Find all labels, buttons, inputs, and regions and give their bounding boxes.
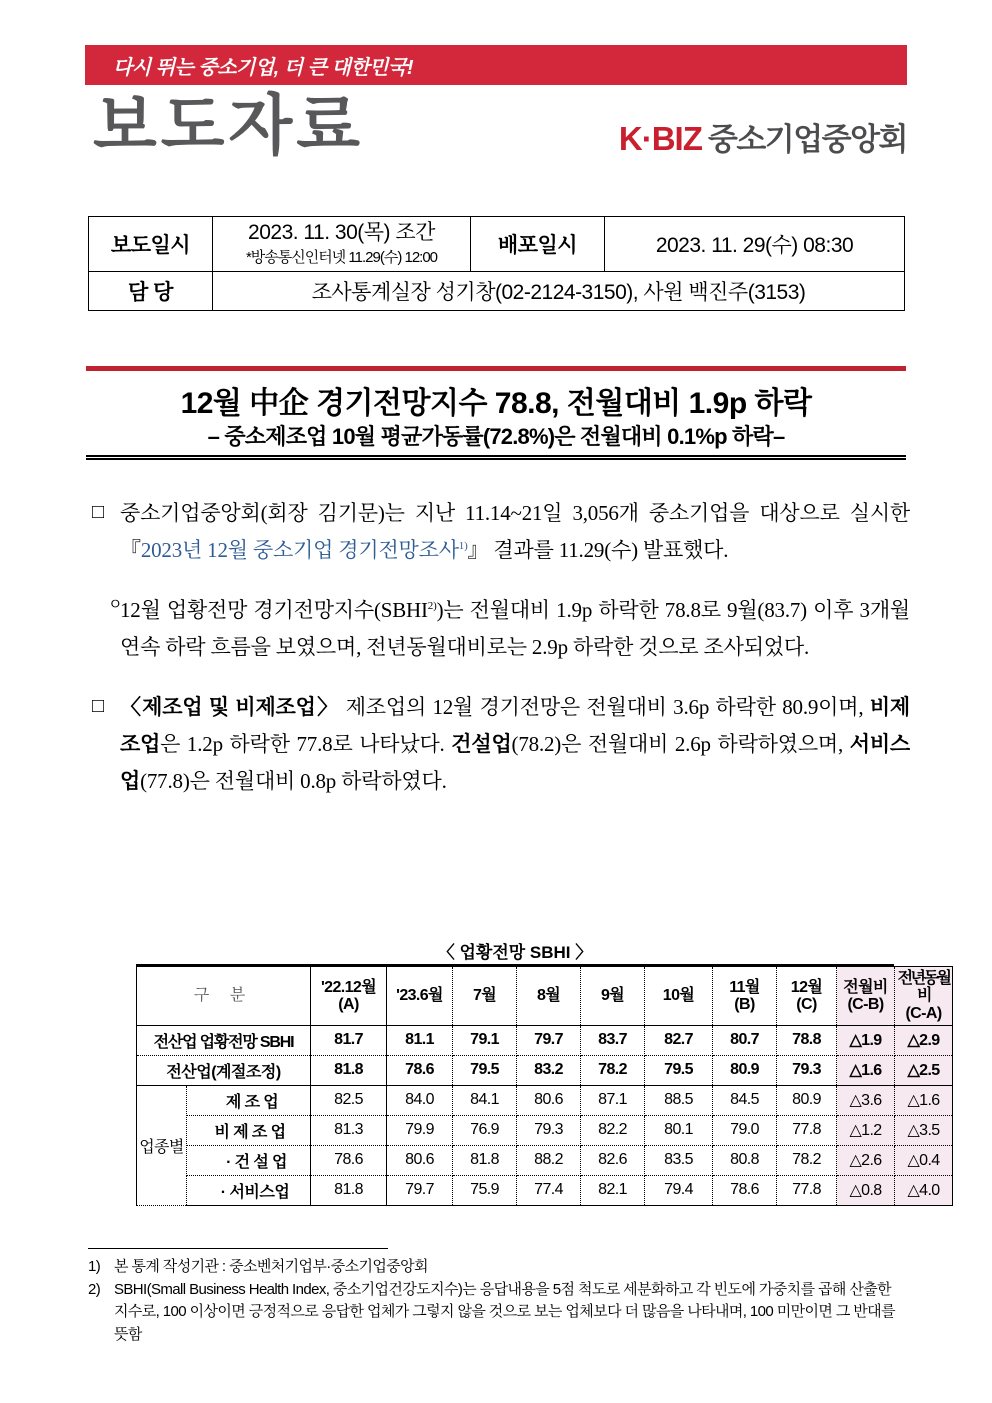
contact-label: 담 당 bbox=[89, 272, 213, 311]
p2-seg1: 12월 업황전망 경기전망지수(SBHI bbox=[120, 597, 428, 622]
p3-seg4: (77.8)은 전월대비 0.8p 하락하였다. bbox=[140, 769, 447, 794]
cell-value: 75.9 bbox=[453, 1175, 517, 1205]
p3-nonmfg-label: 비제조업 bbox=[120, 694, 911, 756]
cell-mom: △0.8 bbox=[837, 1175, 895, 1205]
p1-footnote-ref: 1) bbox=[458, 540, 468, 553]
row-group-label-industry: 업종별 bbox=[137, 1085, 187, 1205]
col-yoy-top: 전년동월비 bbox=[897, 970, 950, 1005]
cell-mom: △1.2 bbox=[837, 1115, 895, 1145]
column-header-sep: 9월 bbox=[581, 967, 645, 1026]
cell-value: 81.7 bbox=[311, 1025, 387, 1055]
row-label-construction: · 건 설 업 bbox=[187, 1145, 311, 1175]
cell-yoy: △0.4 bbox=[895, 1145, 953, 1175]
release-date-sub: *방송통신인터넷 11.29(수) 12:00 bbox=[245, 249, 438, 267]
data-table-title: 〈 업황전망 SBHI 〉 bbox=[437, 943, 593, 962]
cell-value: 81.8 bbox=[311, 1055, 387, 1085]
paragraph-2-bullet: ㅇ bbox=[108, 595, 123, 613]
footnote-1-text: 본 통계 작성기관 : 중소벤처기업부·중소기업중앙회 bbox=[114, 1258, 428, 1275]
cell-value: 78.6 bbox=[713, 1175, 777, 1205]
column-header-2212 bbox=[311, 967, 387, 1026]
cell-value: 79.0 bbox=[713, 1115, 777, 1145]
kbiz-logo-name: 중소기업중앙회 bbox=[707, 122, 907, 157]
table-header-row bbox=[137, 967, 953, 1026]
paragraph-3-bullet: □ bbox=[92, 694, 105, 717]
masthead bbox=[85, 88, 907, 192]
release-date-value bbox=[213, 217, 471, 272]
headline-top-rule bbox=[86, 366, 906, 371]
kbiz-logo bbox=[619, 114, 907, 159]
paragraph-1-text bbox=[120, 495, 910, 570]
col-2212-top: '22.12월 bbox=[320, 978, 377, 996]
cell-value: 81.8 bbox=[453, 1145, 517, 1175]
sbhi-data-table bbox=[136, 966, 953, 1206]
column-header-aug: 8월 bbox=[517, 967, 581, 1026]
distribute-date-value: 2023. 11. 29(수) 08:30 bbox=[605, 217, 905, 272]
cell-value: 79.3 bbox=[777, 1055, 837, 1085]
p3-service-label: 서비스업 bbox=[120, 731, 910, 794]
kbiz-logo-mark: K·BIZ bbox=[618, 120, 702, 157]
p3-seg2: 은 1.2p 하락한 77.8로 나타났다. bbox=[160, 731, 452, 756]
p3-section-label: 〈제조업 및 비제조업〉 bbox=[120, 694, 340, 719]
contact-value: 조사통계실장 성기창(02-2124-3150), 사원 백진주(3153) bbox=[213, 272, 905, 311]
table-row bbox=[89, 217, 905, 272]
release-date-main: 2023. 11. 30(목) 조간 bbox=[248, 221, 435, 244]
body-content bbox=[86, 495, 910, 823]
cell-value: 88.5 bbox=[645, 1085, 713, 1115]
cell-yoy: △4.0 bbox=[895, 1175, 953, 1205]
p1-survey-name: 2023년 12월 중소기업 경기전망조사 bbox=[140, 538, 459, 563]
col-mom-top: 전월비 bbox=[843, 978, 888, 996]
table-body bbox=[137, 1025, 953, 1205]
cell-value: 83.2 bbox=[517, 1055, 581, 1085]
row-label-nonmanufacturing: 비 제 조 업 bbox=[187, 1115, 311, 1145]
cell-value: 77.8 bbox=[777, 1175, 837, 1205]
footnote-2 bbox=[88, 1279, 908, 1346]
column-header-dec bbox=[777, 967, 837, 1026]
table-row bbox=[137, 1025, 953, 1055]
cell-value: 78.8 bbox=[777, 1025, 837, 1055]
footnote-2-text: SBHI(Small Business Health Index, 중소기업건강도지수)는 응답내용을 5점 척도로 세분화하고 각 빈도에 가중치를 곱해 산출한 지수로, 100 이상이면 긍정적으로 응답한 업체가 그렇지 않을 것으로 보는 업체보다 더 많음을 나타내며, 100 미만이면 그 반대를 뜻함 bbox=[114, 1281, 895, 1343]
table-row bbox=[137, 1085, 953, 1115]
paragraph-3-text bbox=[120, 689, 910, 801]
paragraph-1 bbox=[86, 495, 910, 570]
cell-value: 78.6 bbox=[311, 1145, 387, 1175]
page-title: 보도자료 bbox=[93, 88, 365, 162]
row-label-manufacturing: 제 조 업 bbox=[187, 1085, 311, 1115]
cell-value: 79.3 bbox=[517, 1115, 581, 1145]
p2-footnote-ref: 2) bbox=[427, 599, 437, 612]
cell-value: 82.5 bbox=[311, 1085, 387, 1115]
cell-value: 80.6 bbox=[517, 1085, 581, 1115]
cell-value: 79.5 bbox=[453, 1055, 517, 1085]
cell-yoy: △1.6 bbox=[895, 1085, 953, 1115]
cell-mom: △3.6 bbox=[837, 1085, 895, 1115]
table-row bbox=[137, 1115, 953, 1145]
cell-value: 77.8 bbox=[777, 1115, 837, 1145]
slogan-banner bbox=[85, 45, 907, 85]
cell-value: 82.1 bbox=[581, 1175, 645, 1205]
cell-value: 80.9 bbox=[713, 1055, 777, 1085]
col-2212-bot: (A) bbox=[338, 995, 359, 1013]
cell-value: 83.5 bbox=[645, 1145, 713, 1175]
cell-value: 82.7 bbox=[645, 1025, 713, 1055]
cell-value: 81.8 bbox=[311, 1175, 387, 1205]
footnote-divider bbox=[88, 1248, 388, 1249]
cell-value: 80.6 bbox=[387, 1145, 453, 1175]
cell-value: 76.9 bbox=[453, 1115, 517, 1145]
paragraph-3 bbox=[86, 689, 910, 801]
col-nov-bot: (B) bbox=[734, 995, 755, 1013]
column-header-jul: 7월 bbox=[453, 967, 517, 1026]
cell-value: 79.9 bbox=[387, 1115, 453, 1145]
cell-value: 82.2 bbox=[581, 1115, 645, 1145]
p1-seg2: 』 결과를 11.29(수) 발표했다. bbox=[467, 538, 729, 563]
headline-bottom-rule bbox=[86, 455, 906, 460]
cell-value: 88.2 bbox=[517, 1145, 581, 1175]
cell-value: 83.7 bbox=[581, 1025, 645, 1055]
cell-value: 79.7 bbox=[517, 1025, 581, 1055]
column-header-yoy bbox=[895, 967, 953, 1026]
row-label-total-adjusted: 전산업(계절조정) bbox=[137, 1055, 311, 1085]
cell-mom: △1.9 bbox=[837, 1025, 895, 1055]
column-header-mom bbox=[837, 967, 895, 1026]
p3-seg3: (78.2)은 전월대비 2.6p 하락하였으며, bbox=[511, 731, 850, 756]
cell-value: 82.6 bbox=[581, 1145, 645, 1175]
cell-yoy: △2.9 bbox=[895, 1025, 953, 1055]
cell-value: 84.5 bbox=[713, 1085, 777, 1115]
column-header-division: 구 분 bbox=[137, 967, 311, 1026]
release-info-table bbox=[88, 216, 905, 311]
footnote-1 bbox=[88, 1256, 908, 1278]
p1-seg1: 중소기업중앙회(회장 김기문)는 지난 11.14~21일 3,056개 중소기업을 대상으로 실시한 『 bbox=[120, 501, 910, 563]
paragraph-2 bbox=[86, 592, 910, 667]
cell-value: 80.8 bbox=[713, 1145, 777, 1175]
p3-construction-label: 건설업 bbox=[451, 731, 512, 756]
headline: 12월 中企 경기전망지수 78.8, 전월대비 1.9p 하락 bbox=[180, 387, 812, 420]
cell-value: 81.1 bbox=[387, 1025, 453, 1055]
cell-value: 78.6 bbox=[387, 1055, 453, 1085]
slogan-text: 다시 뛰는 중소기업, 더 큰 대한민국! bbox=[113, 56, 413, 79]
cell-value: 79.1 bbox=[453, 1025, 517, 1055]
distribute-date-label: 배포일시 bbox=[471, 217, 605, 272]
col-mom-bot: (C-B) bbox=[847, 995, 884, 1013]
cell-yoy: △2.5 bbox=[895, 1055, 953, 1085]
column-header-236: '23.6월 bbox=[387, 967, 453, 1026]
footnote-1-mark: 1) bbox=[88, 1258, 101, 1275]
cell-mom: △1.6 bbox=[837, 1055, 895, 1085]
cell-value: 80.9 bbox=[777, 1085, 837, 1115]
cell-value: 79.7 bbox=[387, 1175, 453, 1205]
cell-value: 84.0 bbox=[387, 1085, 453, 1115]
footnote-2-mark: 2) bbox=[88, 1281, 101, 1299]
cell-value: 80.1 bbox=[645, 1115, 713, 1145]
p3-seg1: 제조업의 12월 경기전망은 전월대비 3.6p 하락한 80.9이며, bbox=[339, 694, 870, 719]
cell-value: 79.5 bbox=[645, 1055, 713, 1085]
col-dec-top: 12월 bbox=[790, 978, 823, 996]
cell-mom: △2.6 bbox=[837, 1145, 895, 1175]
col-yoy-bot: (C-A) bbox=[905, 1004, 942, 1022]
table-row bbox=[89, 272, 905, 311]
column-header-nov bbox=[713, 967, 777, 1026]
cell-value: 84.1 bbox=[453, 1085, 517, 1115]
col-dec-bot: (C) bbox=[796, 995, 817, 1013]
paragraph-2-text bbox=[120, 592, 910, 667]
cell-value: 78.2 bbox=[777, 1145, 837, 1175]
cell-value: 77.4 bbox=[517, 1175, 581, 1205]
col-nov-top: 11월 bbox=[729, 978, 760, 996]
row-label-total-sbhi: 전산업 업황전망 SBHI bbox=[137, 1025, 311, 1055]
cell-value: 81.3 bbox=[311, 1115, 387, 1145]
cell-value: 79.4 bbox=[645, 1175, 713, 1205]
footnotes bbox=[88, 1256, 908, 1347]
table-row bbox=[137, 1175, 953, 1205]
cell-value: 80.7 bbox=[713, 1025, 777, 1055]
subheadline: – 중소제조업 10월 평균가동률(72.8%)은 전월대비 0.1%p 하락– bbox=[207, 424, 785, 449]
cell-value: 87.1 bbox=[581, 1085, 645, 1115]
table-row bbox=[137, 1145, 953, 1175]
cell-value: 78.2 bbox=[581, 1055, 645, 1085]
release-date-label: 보도일시 bbox=[89, 217, 213, 272]
row-label-services: · 서비스업 bbox=[187, 1175, 311, 1205]
p2-seg2: )는 전월대비 1.9p 하락한 78.8로 9월(83.7) 이후 3개월 연속 하락 흐름을 보였으며, 전년동월대비로는 2.9p 하락한 것으로 조사되었다. bbox=[120, 597, 911, 660]
table-row bbox=[137, 1055, 953, 1085]
paragraph-1-bullet: □ bbox=[92, 501, 105, 523]
column-header-oct: 10월 bbox=[645, 967, 713, 1026]
cell-yoy: △3.5 bbox=[895, 1115, 953, 1145]
